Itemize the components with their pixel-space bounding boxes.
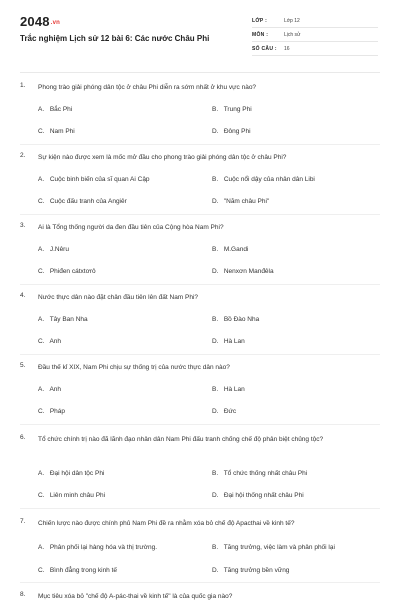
meta-underline [252,41,378,42]
page-title: Trắc nghiệm Lịch sử 12 bài 6: Các nước Châu Phi [20,34,210,43]
option-c[interactable] [38,492,105,499]
site-logo[interactable] [20,14,60,29]
option-text: Tổ chức thống nhất châu Phi [223,470,308,477]
option-key: C. [38,198,45,205]
question-separator [20,144,380,145]
option-text: Trung Phi [223,106,252,113]
option-text: Pháp [49,408,65,415]
option-text: Anh [49,386,62,393]
option-c[interactable] [38,198,127,205]
option-key: B. [212,106,219,113]
option-text: Tây Ban Nha [49,316,88,323]
option-key: D. [212,492,219,499]
option-key: C. [38,567,45,574]
option-text: J.Nêru [49,246,69,253]
option-key: A. [38,316,45,323]
option-text: Đại hội dân tộc Phi [49,470,105,477]
option-key: D. [212,338,219,345]
option-key: D. [212,128,219,135]
option-text: Bắc Phi [49,106,73,113]
option-key: B. [212,316,219,323]
question-number: 4. [20,292,26,299]
option-text: Hà Lan [223,386,245,393]
meta-label: LỚP : [252,18,268,24]
option-a[interactable] [38,470,104,477]
option-text: Liên minh châu Phi [49,492,106,499]
option-a[interactable] [38,544,157,551]
option-a[interactable] [38,176,150,183]
question-number: 3. [20,222,26,229]
option-key: C. [38,338,45,345]
option-text: Tăng trưởng, việc làm và phân phối lại [223,544,335,551]
option-key: D. [212,198,219,205]
option-key: D. [212,408,219,415]
question-number: 1. [20,82,26,89]
option-key: B. [212,386,219,393]
option-key: D. [212,268,219,275]
option-text: Cuộc đấu tranh của Angiêr [49,198,127,205]
option-key: D. [212,567,219,574]
question-text: Tổ chức chính trị nào đã lãnh đạo nhân dân Nam Phi đấu tranh chống chế độ phân biệt chủng tộc? [38,436,324,443]
question-text: Mục tiêu xóa bỏ "chế độ A-pác-thai về kinh tế" là của quốc gia nào? [38,593,233,600]
meta-value: Lớp 12 [284,18,300,24]
option-b[interactable] [212,386,245,393]
option-text: Bình đẳng trong kinh tế [49,567,118,574]
option-text: Phân phối lại hàng hóa và thị trường. [49,544,158,551]
option-text: Cuộc nổi dậy của nhân dân Libi [223,176,315,183]
option-a[interactable] [38,246,69,253]
option-text: Bồ Đào Nha [223,316,260,323]
option-text: Nam Phi [49,128,75,135]
option-key: A. [38,544,45,551]
question-text: Nước thực dân nào đặt chân đầu tiên lên đất Nam Phi? [38,294,199,301]
option-d[interactable] [212,198,269,205]
question-number: 2. [20,152,26,159]
option-text: Hà Lan [223,338,245,345]
option-key: B. [212,246,219,253]
question-separator [20,354,380,355]
question-number: 6. [20,434,26,441]
option-key: A. [38,106,45,113]
option-key: A. [38,386,45,393]
option-d[interactable] [212,492,304,499]
option-d[interactable] [212,128,251,135]
question-separator [20,508,380,509]
option-a[interactable] [38,386,61,393]
page-header [0,0,400,72]
question-separator [20,214,380,215]
option-text: Tăng trưởng bền vững [223,567,290,574]
meta-value: 16 [284,46,290,52]
option-c[interactable] [38,268,96,275]
question-text: Đầu thế kỉ XIX, Nam Phi chịu sự thống trị của nước thực dân nào? [38,364,230,371]
option-b[interactable] [212,316,259,323]
question-text: Chiến lược nào được chính phủ Nam Phi đề ra nhằm xóa bỏ chế độ Apacthai về kinh tế? [38,520,295,527]
option-text: Đông Phi [223,128,251,135]
option-b[interactable] [212,246,248,253]
option-key: A. [38,470,45,477]
option-text: Phiđen cátxtơrô [49,268,96,275]
option-key: B. [212,544,219,551]
option-text: Đức [223,408,237,415]
meta-underline [252,55,378,56]
option-key: B. [212,176,219,183]
option-c[interactable] [38,408,65,415]
option-d[interactable] [212,268,274,275]
option-b[interactable] [212,470,307,477]
option-text: M.Gandi [223,246,249,253]
meta-label: MÔN : [252,32,269,38]
question-number: 8. [20,591,26,598]
option-c[interactable] [38,567,117,574]
option-text: Nenxơn Manđêla [223,268,274,275]
option-text: "Năm châu Phi" [223,198,270,205]
option-key: C. [38,128,45,135]
option-a[interactable] [38,316,88,323]
option-d[interactable] [212,408,236,415]
option-key: C. [38,492,45,499]
logo-suffix: .vn [50,19,61,26]
question-separator [20,582,380,583]
option-key: B. [212,470,219,477]
meta-underline [252,27,378,28]
header-divider [20,72,380,73]
question-separator [20,284,380,285]
meta-label: SỐ CÂU : [252,46,277,52]
question-text: Sự kiện nào được xem là mốc mở đầu cho phong trào giải phóng dân tộc ở châu Phi? [38,154,287,161]
option-b[interactable] [212,544,335,551]
question-text: Phong trào giải phóng dân tộc ở châu Phi diễn ra sớm nhất ở khu vực nào? [38,84,257,91]
option-key: C. [38,408,45,415]
option-key: C. [38,268,45,275]
option-b[interactable] [212,106,252,113]
option-text: Anh [49,338,62,345]
option-b[interactable] [212,176,315,183]
option-a[interactable] [38,106,72,113]
option-d[interactable] [212,567,289,574]
logo-main: 2048 [20,14,50,29]
option-text: Cuộc binh biến của sĩ quan Ai Cập [49,176,150,183]
option-c[interactable] [38,128,75,135]
question-separator [20,424,380,425]
option-text: Đại hội thống nhất châu Phi [223,492,304,499]
option-c[interactable] [38,338,61,345]
question-text: Ai là Tổng thống người da đen đầu tiên của Cộng hòa Nam Phi? [38,224,224,231]
option-key: A. [38,246,45,253]
option-key: A. [38,176,45,183]
meta-value: Lịch sử [284,32,301,38]
question-number: 5. [20,362,26,369]
question-number: 7. [20,518,26,525]
option-d[interactable] [212,338,245,345]
